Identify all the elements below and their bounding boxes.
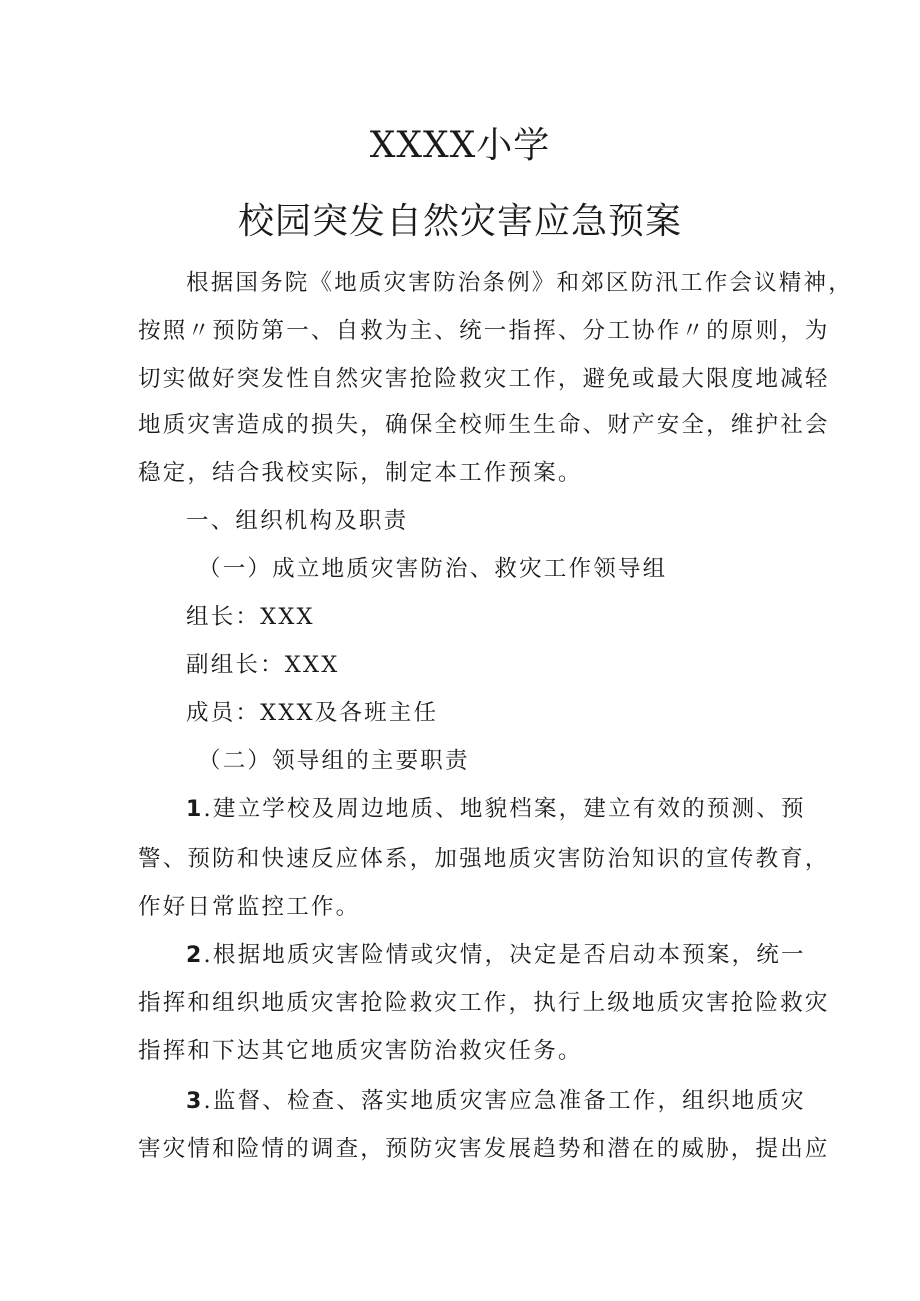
deputy-leader-line: 副组长：XXX (186, 652, 340, 678)
item-text: .监督、检查、落实地质灾害应急准备工作，组织地质灾 (203, 1088, 806, 1114)
section-heading: 一、组织机构及职责 (186, 508, 409, 534)
intro-line: 根据国务院《地质灾害防治条例》和郊区防汛工作会议精神， (186, 270, 853, 296)
leader-line: 组长：XXX (186, 604, 315, 630)
list-item-line: 指挥和组织地质灾害抢险救灾工作，执行上级地质灾害抢险救灾 (138, 990, 830, 1016)
school-title: XXXX小学 (369, 125, 551, 166)
list-item-line: 作好日常监控工作。 (138, 894, 361, 920)
list-item-first-line (186, 1086, 806, 1117)
item-text: .根据地质灾害险情或灾情，决定是否启动本预案，统一 (203, 942, 806, 968)
subsection-heading: （一）成立地质灾害防治、救灾工作领导组 (198, 556, 668, 582)
intro-line: 按照〃预防第一、自救为主、统一指挥、分工协作〃的原则，为 (138, 318, 830, 344)
intro-line: 稳定，结合我校实际，制定本工作预案。 (138, 460, 583, 486)
list-item-first-line (186, 940, 806, 971)
list-item-line: 警、预防和快速反应体系，加强地质灾害防治知识的宣传教育， (138, 846, 830, 872)
subsection-heading: （二）领导组的主要职责 (198, 748, 470, 774)
item-text: .建立学校及周边地质、地貌档案，建立有效的预测、预 (203, 796, 806, 822)
list-item-line: 指挥和下达其它地质灾害防治救灾任务。 (138, 1038, 583, 1064)
intro-line: 切实做好突发性自然灾害抢险救灾工作，避免或最大限度地减轻 (138, 366, 830, 392)
list-item-first-line (186, 794, 806, 825)
plan-title: 校园突发自然灾害应急预案 (237, 201, 682, 242)
list-item-line: 害灾情和险情的调查，预防灾害发展趋势和潜在的威胁，提出应 (138, 1136, 830, 1162)
item-number: 2 (186, 943, 204, 968)
item-number: 3 (186, 1089, 204, 1114)
intro-line: 地质灾害造成的损失，确保全校师生生命、财产安全，维护社会 (138, 412, 830, 438)
members-line: 成员：XXX及各班主任 (186, 700, 439, 726)
item-number: 1 (186, 797, 204, 822)
